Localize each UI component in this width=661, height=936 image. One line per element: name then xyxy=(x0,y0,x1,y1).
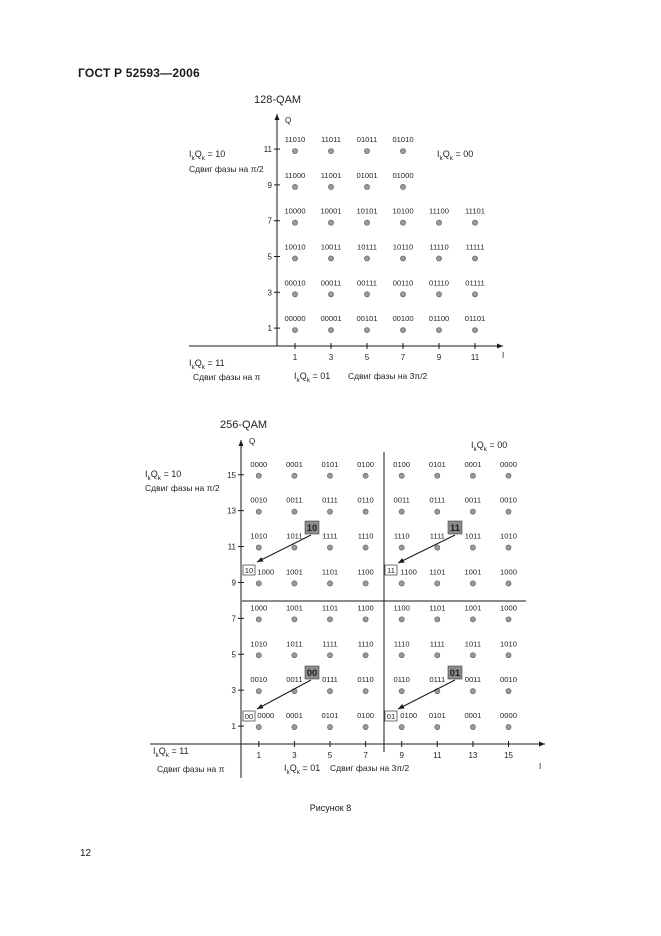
qam256-point-code: 1100 xyxy=(400,567,417,577)
qam256-x-tick-label: 3 xyxy=(292,751,297,760)
qam128-y-tick-label: 11 xyxy=(263,145,272,155)
qam256-point-code: 0001 xyxy=(464,711,482,721)
qam256-point-code: 1111 xyxy=(429,639,445,649)
qam256-point-code: 1010 xyxy=(500,639,517,649)
qam128-point xyxy=(436,328,441,333)
qam128-point xyxy=(400,220,405,225)
qam128-q10-code: $I_kQ_k = 10$ xyxy=(189,149,226,162)
qam256-point-code: 1100 xyxy=(357,567,374,577)
qam256-point xyxy=(506,509,511,514)
qam256-point-code: 0000 xyxy=(257,711,275,721)
qam128-point-code: 00100 xyxy=(392,314,414,324)
qam256-point-code: 1001 xyxy=(464,567,482,577)
qam128-q01-shift: Сдвиг фазы на 3π/2 xyxy=(348,371,428,381)
qam256-point-code: 1011 xyxy=(464,531,482,541)
qam256-point-code: 0100 xyxy=(393,459,411,469)
qam128-y-tick-label: 5 xyxy=(267,252,272,262)
qam256-x-tick-label: 7 xyxy=(363,751,368,760)
qam128-point-code: 11111 xyxy=(465,242,485,252)
qam256-point xyxy=(506,724,511,729)
qam256-point xyxy=(435,545,440,550)
qam256-point-code: 1101 xyxy=(429,567,446,577)
qam256-point-code: 0111 xyxy=(429,675,446,685)
qam256-point xyxy=(327,509,332,514)
qam256-point-code: 0011 xyxy=(393,495,410,505)
qam256-y-tick-label: 5 xyxy=(231,650,236,660)
qam256-point-code: 1011 xyxy=(464,639,482,649)
qam256-point-code: 0101 xyxy=(428,459,446,469)
qam256-quadrant-label-10: 10 xyxy=(306,523,318,534)
qam256-point-code: 0010 xyxy=(250,495,268,505)
qam256-q11-shift: Сдвиг фазы на π xyxy=(157,764,225,774)
qam256-point-code: 1001 xyxy=(285,567,303,577)
figure-caption: Рисунок 8 xyxy=(309,803,352,813)
qam256-y-tick-label: 1 xyxy=(231,722,236,732)
qam256-prefix-bottom-right: 01 xyxy=(386,712,396,721)
qam128-point xyxy=(328,256,333,261)
qam128-point-code: 01011 xyxy=(356,135,378,145)
qam128-point-code: 11011 xyxy=(321,135,341,145)
qam256-x-tick-label: 11 xyxy=(433,751,442,760)
qam256-y-tick-label: 7 xyxy=(231,614,236,624)
qam128-point-code: 10100 xyxy=(392,206,414,216)
document-title: ГОСТ Р 52593—2006 xyxy=(78,66,200,80)
qam256-point xyxy=(435,617,440,622)
qam256-q10-shift: Сдвиг фазы на π/2 xyxy=(145,483,220,493)
qam256-point xyxy=(292,724,297,729)
qam256-point xyxy=(399,689,404,694)
qam256-point-code: 1111 xyxy=(429,531,445,541)
qam128-point-code: 11010 xyxy=(284,135,306,145)
qam256-point xyxy=(256,473,261,478)
qam128-x-tick-label: 1 xyxy=(292,353,298,362)
qam256-point xyxy=(506,689,511,694)
qam256-point-code: 1110 xyxy=(357,639,374,649)
qam256-point-code: 0001 xyxy=(285,711,303,721)
qam256-x-axis-head xyxy=(539,742,545,747)
qam128-point-code: 11101 xyxy=(465,206,485,216)
qam256-x-tick-label: 9 xyxy=(399,751,404,760)
qam256-point xyxy=(399,545,404,550)
qam128-point xyxy=(400,328,405,333)
qam128-point xyxy=(292,149,297,154)
qam256-point xyxy=(256,653,261,658)
qam256-point xyxy=(256,509,261,514)
qam256-x-tick-label: 15 xyxy=(504,751,513,760)
qam256-point-code: 1001 xyxy=(285,603,303,613)
qam256-point-code: 0101 xyxy=(428,711,446,721)
qam128-point-code: 10000 xyxy=(284,206,306,216)
qam128-point xyxy=(400,184,405,189)
qam256-point xyxy=(256,581,261,586)
qam256-point xyxy=(399,653,404,658)
qam256-point-code: 0111 xyxy=(322,495,338,505)
qam256-point xyxy=(399,473,404,478)
qam128-point-code: 10111 xyxy=(357,242,377,252)
qam256-point-code: 1010 xyxy=(250,639,268,649)
qam256-arrow-01 xyxy=(398,680,455,709)
qam128-point xyxy=(328,328,333,333)
qam256-point-code: 0010 xyxy=(250,675,268,685)
qam128-point-code: 10011 xyxy=(320,242,342,252)
qam256-point xyxy=(292,473,297,478)
qam256-point xyxy=(256,724,261,729)
qam128-y-tick-label: 9 xyxy=(267,180,272,190)
qam128-point-code: 11100 xyxy=(429,206,449,216)
qam128-point xyxy=(472,328,477,333)
qam128-q11-code: $I_kQ_k = 11$ xyxy=(189,358,225,371)
qam128-point xyxy=(292,184,297,189)
qam128-x-tick-label: 11 xyxy=(470,353,480,362)
qam256-point xyxy=(327,617,332,622)
qam256-point xyxy=(506,617,511,622)
qam128-point xyxy=(328,149,333,154)
qam256-point xyxy=(327,689,332,694)
qam256-y-tick-label: 3 xyxy=(231,686,236,696)
qam256-point xyxy=(327,473,332,478)
qam256-point xyxy=(292,653,297,658)
qam256-point xyxy=(363,724,368,729)
qam256-point-code: 1010 xyxy=(500,531,517,541)
qam128-point-code: 11000 xyxy=(284,170,306,180)
qam128-x-tick-label: 5 xyxy=(364,353,370,362)
qam256-point xyxy=(399,617,404,622)
qam128-q11-shift: Сдвиг фазы на π xyxy=(193,372,261,382)
qam256-point-code: 1110 xyxy=(393,639,410,649)
qam128-y-axis-label: Q xyxy=(285,116,292,125)
qam256-point xyxy=(435,473,440,478)
qam256-point xyxy=(470,617,475,622)
qam256-point xyxy=(506,653,511,658)
qam256-point-code: 0100 xyxy=(357,459,375,469)
qam256-point-code: 0111 xyxy=(429,495,446,505)
qam256-point xyxy=(256,617,261,622)
qam256-point-code: 1110 xyxy=(393,531,410,541)
qam256-prefix-top-right: 11 xyxy=(387,566,395,575)
qam256-point-code: 0100 xyxy=(400,711,418,721)
qam256-point-code: 0001 xyxy=(464,459,482,469)
qam128-point-code: 10101 xyxy=(356,206,378,216)
qam256-point-code: 1000 xyxy=(500,603,517,613)
qam128-q00-code: $I_kQ_k = 00$ xyxy=(437,149,474,162)
qam128-point-code: 01100 xyxy=(428,314,450,324)
qam256-prefix-bottom-left: 00 xyxy=(244,712,254,721)
qam256-point xyxy=(399,509,404,514)
qam256-point-code: 0011 xyxy=(464,675,482,685)
qam128-point xyxy=(436,256,441,261)
qam256-point xyxy=(327,581,332,586)
qam128-point xyxy=(364,149,369,154)
qam256-y-axis-label: Q xyxy=(249,437,256,446)
qam256-prefix-top-left: 10 xyxy=(244,566,254,575)
qam128-point-code: 11001 xyxy=(320,170,342,180)
qam256-point xyxy=(363,617,368,622)
qam128-point-code: 10110 xyxy=(392,242,414,252)
qam256-q10-code: $I_kQ_k = 10$ xyxy=(145,469,182,482)
qam256-point-code: 1111 xyxy=(322,639,338,649)
qam128-point-code: 01010 xyxy=(392,135,414,145)
qam256-point xyxy=(470,509,475,514)
qam256-point-code: 0011 xyxy=(286,675,303,685)
qam256-point xyxy=(435,509,440,514)
qam256-point xyxy=(506,545,511,550)
qam128-point-code: 01111 xyxy=(465,278,485,288)
qam128-point-code: 00011 xyxy=(320,278,342,288)
qam128-point xyxy=(436,220,441,225)
qam256-point-code: 0101 xyxy=(321,711,339,721)
qam128-point-code: 01001 xyxy=(356,170,378,180)
qam128-point xyxy=(292,220,297,225)
qam256-quadrant-label-11: 11 xyxy=(449,523,461,534)
qam256-point xyxy=(435,724,440,729)
qam256-point-code: 0100 xyxy=(357,711,375,721)
qam128-point xyxy=(328,220,333,225)
qam256-point xyxy=(292,581,297,586)
qam256-point xyxy=(435,581,440,586)
qam128-x-tick-label: 9 xyxy=(436,353,442,362)
qam128-point xyxy=(292,292,297,297)
qam256-x-tick-label: 5 xyxy=(327,751,333,760)
qam128-point xyxy=(436,292,441,297)
page-number: 12 xyxy=(80,848,92,859)
qam256-point-code: 0010 xyxy=(500,675,517,685)
qam128-point-code: 00001 xyxy=(320,314,342,324)
qam256-point xyxy=(470,581,475,586)
qam256-point-code: 1101 xyxy=(321,603,339,613)
qam256-point xyxy=(399,724,404,729)
qam128-point-code: 11110 xyxy=(429,242,449,252)
qam128-point xyxy=(364,328,369,333)
qam128-point xyxy=(472,220,477,225)
qam256-point xyxy=(363,689,368,694)
qam256-point-code: 1000 xyxy=(500,567,517,577)
qam128-point-code: 00000 xyxy=(284,314,306,324)
qam256-point-code: 0010 xyxy=(500,495,517,505)
qam128-point-code: 00101 xyxy=(356,314,378,324)
qam128-point xyxy=(364,256,369,261)
qam128-point xyxy=(364,184,369,189)
qam128-point xyxy=(400,149,405,154)
qam256-y-tick-label: 9 xyxy=(231,578,236,588)
qam256-point xyxy=(363,473,368,478)
qam256-point xyxy=(292,545,297,550)
qam256-point xyxy=(327,724,332,729)
qam256-y-tick-label: 15 xyxy=(227,470,236,480)
qam128-y-tick-label: 7 xyxy=(267,216,272,226)
qam256-point-code: 0000 xyxy=(500,459,517,469)
qam256-point-code: 1011 xyxy=(286,639,303,649)
qam256-q11-code: $I_kQ_k = 11$ xyxy=(153,746,189,759)
qam256-point-code: 0110 xyxy=(393,675,410,685)
qam128-point xyxy=(328,184,333,189)
qam256-point-code: 1110 xyxy=(357,531,374,541)
qam256-x-tick-label: 1 xyxy=(256,751,262,760)
qam256-quadrant-label-01: 01 xyxy=(449,668,461,679)
qam128-point xyxy=(400,292,405,297)
qam256-point-code: 0101 xyxy=(321,459,339,469)
qam256-point xyxy=(470,473,475,478)
qam256-x-tick-label: 13 xyxy=(468,751,478,760)
qam256-point xyxy=(363,509,368,514)
qam128-point xyxy=(364,292,369,297)
qam128-x-axis-label: I xyxy=(502,351,505,360)
qam128-point-code: 01110 xyxy=(429,278,449,288)
qam128-point xyxy=(400,256,405,261)
qam128-point xyxy=(472,292,477,297)
qam128-x-tick-label: 7 xyxy=(400,353,406,362)
qam256-point-code: 0001 xyxy=(285,459,303,469)
qam256-point xyxy=(327,545,332,550)
qam256-point-code: 1101 xyxy=(429,603,446,613)
qam256-point xyxy=(327,653,332,658)
qam256-point-code: 1000 xyxy=(257,567,275,577)
qam256-q00-code: $I_kQ_k = 00$ xyxy=(471,440,508,453)
qam256-point xyxy=(292,617,297,622)
qam128-point xyxy=(328,292,333,297)
qam256-point-code: 1100 xyxy=(357,603,374,613)
qam256-point-code: 1010 xyxy=(250,531,268,541)
qam256-q01-code: $I_kQ_k = 01$ xyxy=(284,763,321,776)
qam256-point-code: 0110 xyxy=(357,495,374,505)
qam256-point xyxy=(470,545,475,550)
qam256-point xyxy=(256,545,261,550)
qam256-point-code: 1001 xyxy=(464,603,482,613)
qam256-point xyxy=(470,724,475,729)
qam256-point-code: 0000 xyxy=(250,459,268,469)
qam256-point-code: 0011 xyxy=(286,495,303,505)
qam256-point-code: 1101 xyxy=(321,567,339,577)
qam256-point-code: 0110 xyxy=(357,675,374,685)
qam128-q01-code: $I_kQ_k = 01$ xyxy=(294,371,331,384)
qam256-point xyxy=(506,581,511,586)
qam128-point-code: 01101 xyxy=(464,314,486,324)
qam128-point-code: 00110 xyxy=(392,278,414,288)
qam256-point-code: 0011 xyxy=(464,495,482,505)
qam256-point-code: 1100 xyxy=(393,603,410,613)
qam128-title: 128-QAM xyxy=(254,94,302,106)
qam256-q01-shift: Сдвиг фазы на 3π/2 xyxy=(330,763,410,773)
qam128-point-code: 01000 xyxy=(392,170,414,180)
qam128-point xyxy=(292,256,297,261)
qam256-point xyxy=(470,653,475,658)
qam256-y-tick-label: 11 xyxy=(227,542,236,552)
qam128-point xyxy=(292,328,297,333)
qam256-arrow-00 xyxy=(257,680,311,709)
qam256-point-code: 0111 xyxy=(322,675,338,685)
qam256-point-code: 0000 xyxy=(500,711,517,721)
qam128-point-code: 00111 xyxy=(357,278,377,288)
qam256-point xyxy=(363,653,368,658)
qam256-x-axis-label: I xyxy=(539,762,542,771)
qam128-point xyxy=(364,220,369,225)
qam128-point-code: 10001 xyxy=(320,206,342,216)
qam256-y-axis-head xyxy=(239,440,244,446)
qam256-point xyxy=(256,689,261,694)
qam128-point-code: 10010 xyxy=(284,242,306,252)
qam128-y-axis-head xyxy=(275,114,280,120)
qam128-q10-shift: Сдвиг фазы на π/2 xyxy=(189,164,264,174)
qam128-point-code: 00010 xyxy=(284,278,306,288)
qam128-point xyxy=(472,256,477,261)
qam128-x-axis-head xyxy=(497,344,503,349)
qam256-point xyxy=(435,653,440,658)
qam256-point-code: 1111 xyxy=(322,531,338,541)
qam256-point-code: 1000 xyxy=(250,603,268,613)
qam128-y-tick-label: 1 xyxy=(267,324,272,334)
qam256-quadrant-label-00: 00 xyxy=(306,668,318,679)
qam256-point xyxy=(506,473,511,478)
qam128-x-tick-label: 3 xyxy=(328,353,334,362)
qam128-y-tick-label: 3 xyxy=(267,288,272,298)
qam256-title: 256-QAM xyxy=(220,419,268,431)
qam256-y-tick-label: 13 xyxy=(227,506,236,516)
qam256-point xyxy=(292,509,297,514)
qam256-point xyxy=(399,581,404,586)
qam256-point xyxy=(363,545,368,550)
qam256-point xyxy=(363,581,368,586)
qam256-point-code: 1011 xyxy=(286,531,303,541)
qam256-point xyxy=(470,689,475,694)
